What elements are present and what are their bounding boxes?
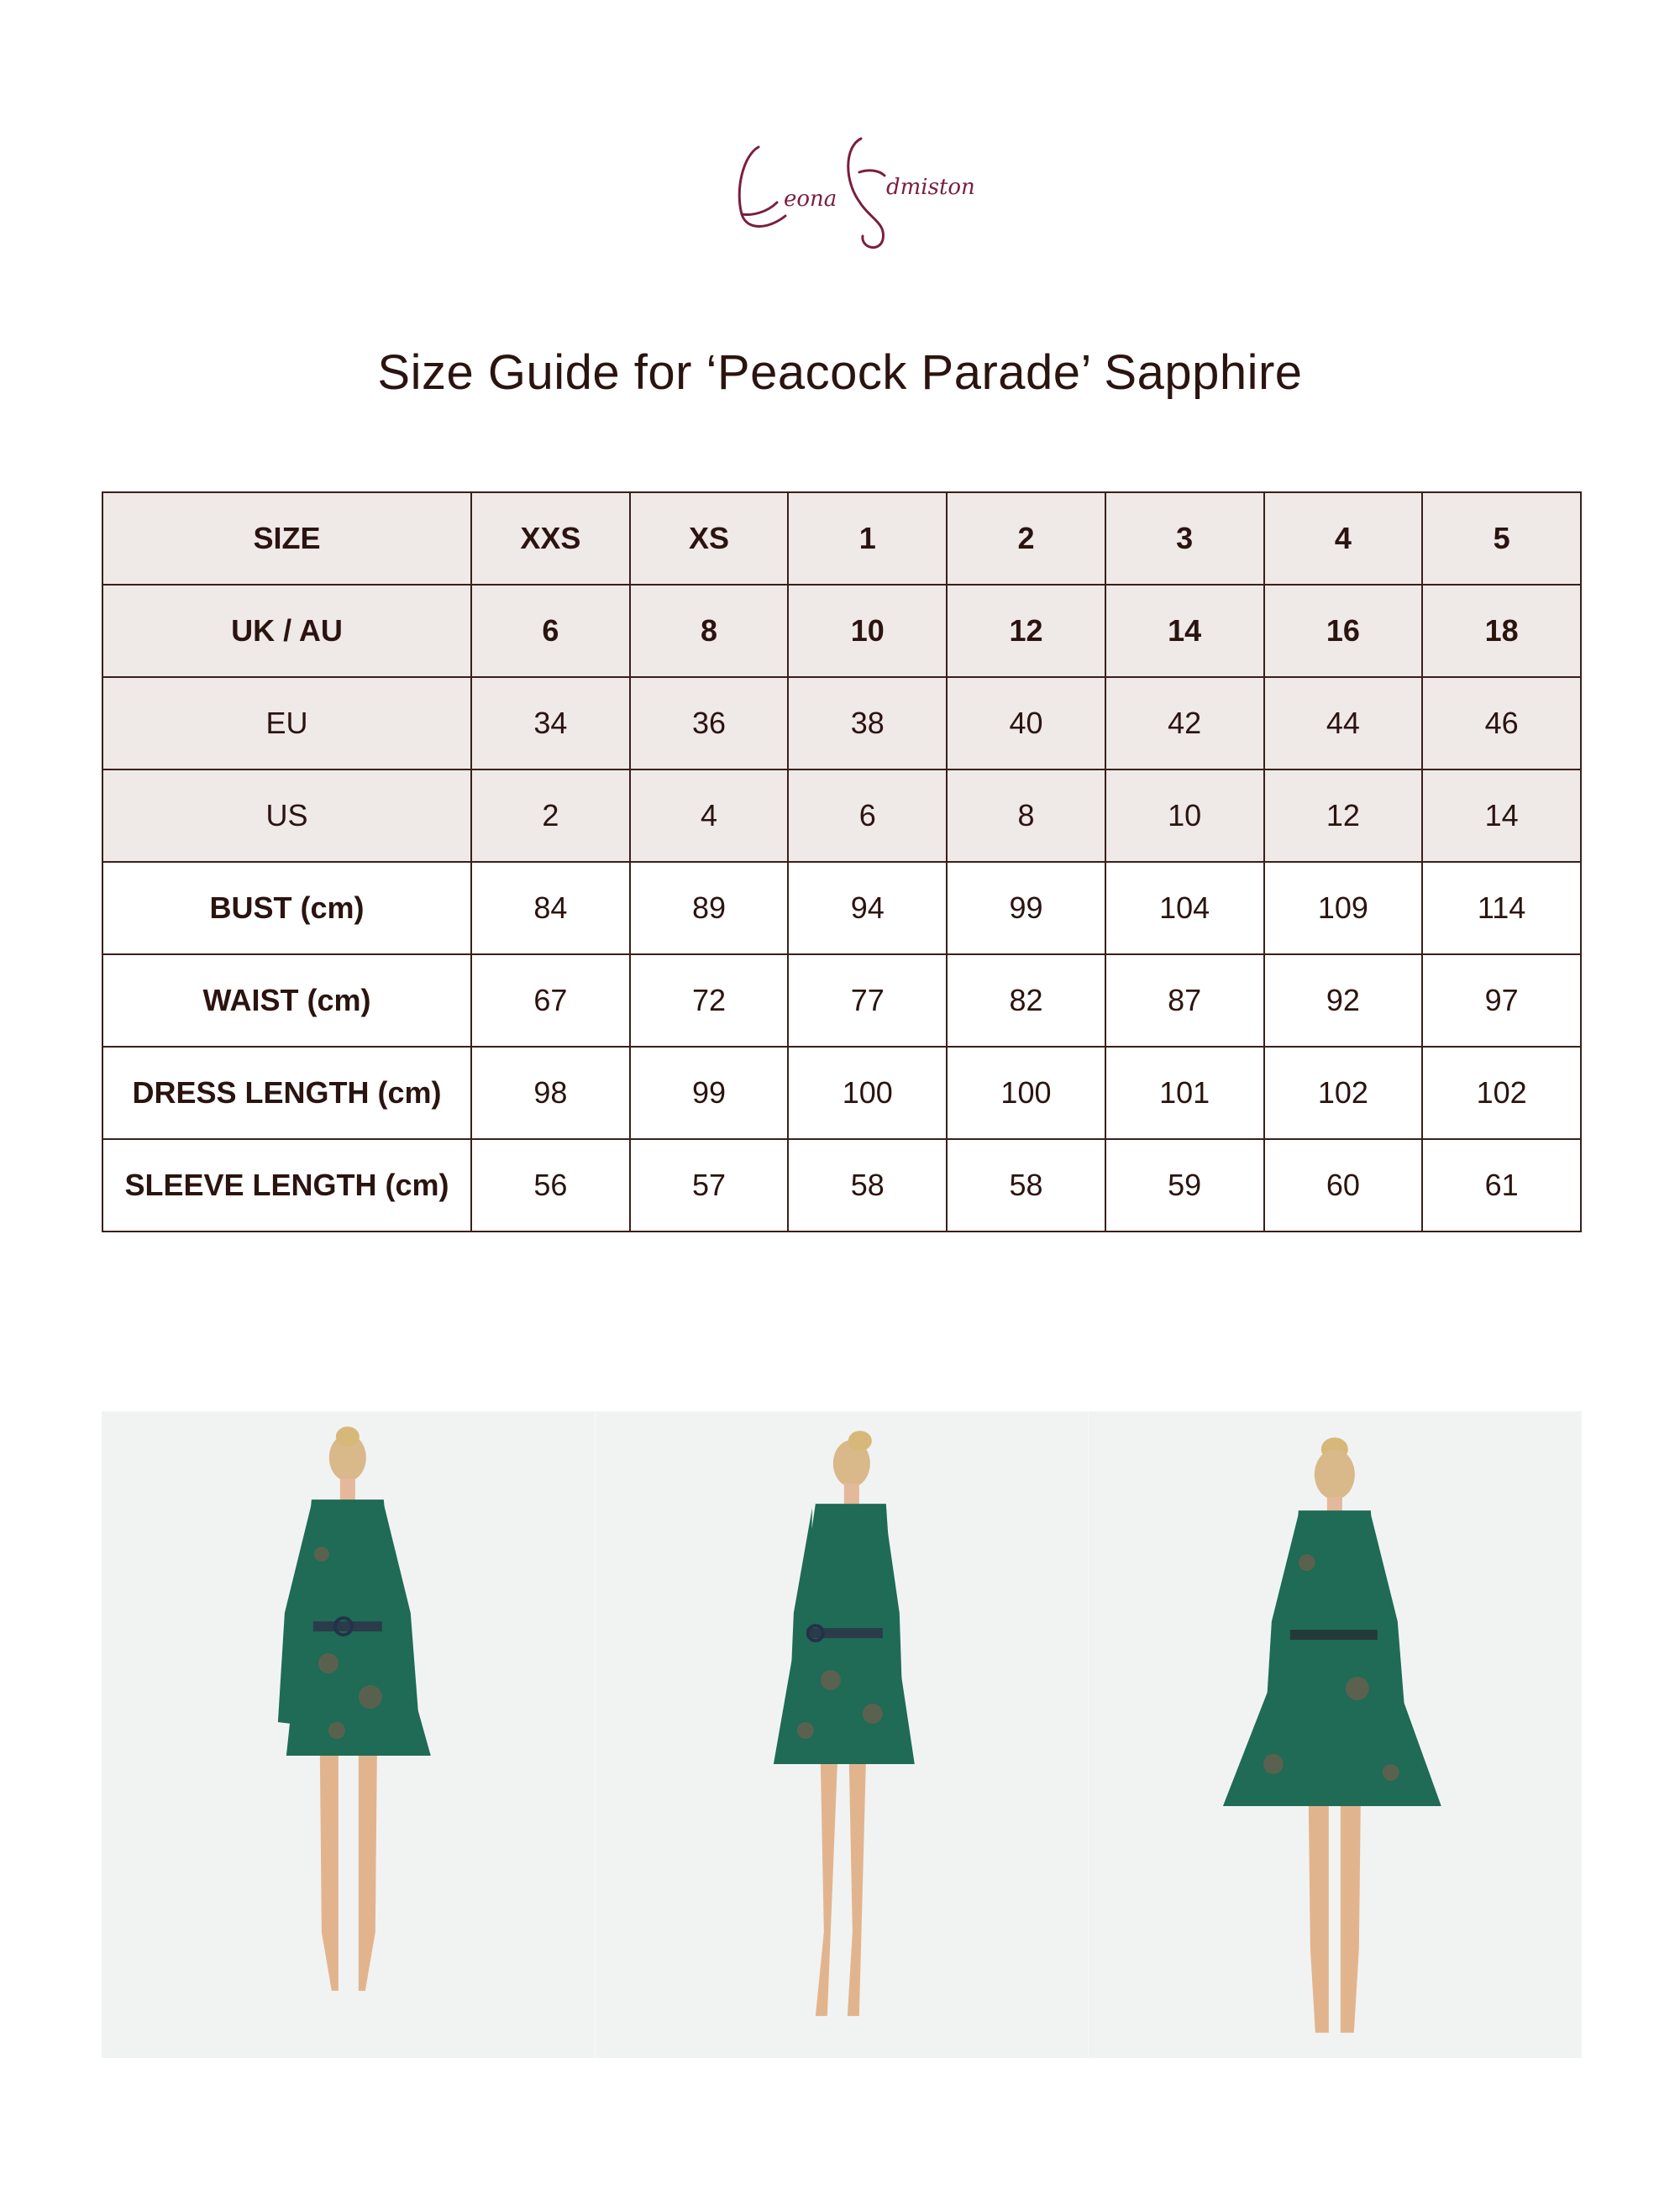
table-cell: 97 bbox=[1422, 954, 1581, 1047]
size-table bbox=[102, 491, 1582, 1232]
table-cell: 6 bbox=[471, 585, 630, 677]
table-cell: 44 bbox=[1264, 677, 1423, 769]
table-cell: 42 bbox=[1105, 677, 1264, 769]
photo-back bbox=[1089, 1411, 1582, 2058]
table-cell: 8 bbox=[947, 769, 1105, 862]
table-cell: 72 bbox=[630, 954, 789, 1047]
table-cell: 2 bbox=[947, 492, 1105, 585]
table-cell: 94 bbox=[788, 862, 947, 954]
table-cell: 56 bbox=[471, 1139, 630, 1232]
table-cell: 61 bbox=[1422, 1139, 1581, 1232]
table-cell: 92 bbox=[1264, 954, 1423, 1047]
table-cell: 89 bbox=[630, 862, 789, 954]
photo-side bbox=[596, 1411, 1089, 2058]
page-title: Size Guide for ‘Peacock Parade’ Sapphire bbox=[377, 345, 1303, 400]
table-cell: 87 bbox=[1105, 954, 1264, 1047]
table-cell: 60 bbox=[1264, 1139, 1423, 1232]
row-label: DRESS LENGTH (cm) bbox=[102, 1047, 471, 1139]
table-cell: 46 bbox=[1422, 677, 1581, 769]
table-cell: 34 bbox=[471, 677, 630, 769]
table-cell: 16 bbox=[1264, 585, 1423, 677]
table-cell: 5 bbox=[1422, 492, 1581, 585]
table-cell: 59 bbox=[1105, 1139, 1264, 1232]
logo-signature-icon bbox=[718, 122, 975, 256]
table-row bbox=[102, 585, 1581, 677]
table-cell: XXS bbox=[471, 492, 630, 585]
table-cell: 109 bbox=[1264, 862, 1423, 954]
model-side-image bbox=[596, 1411, 1089, 2058]
table-row bbox=[102, 769, 1581, 862]
table-cell: 36 bbox=[630, 677, 789, 769]
table-cell: 4 bbox=[1264, 492, 1423, 585]
table-cell: 1 bbox=[788, 492, 947, 585]
row-label: WAIST (cm) bbox=[102, 954, 471, 1047]
brand-logo bbox=[718, 122, 975, 256]
table-cell: 100 bbox=[788, 1047, 947, 1139]
photo-front bbox=[102, 1411, 596, 2058]
row-label: US bbox=[102, 769, 471, 862]
table-cell: 58 bbox=[788, 1139, 947, 1232]
svg-text:eona: eona bbox=[784, 186, 837, 212]
model-front-image bbox=[102, 1411, 595, 2058]
table-cell: 3 bbox=[1105, 492, 1264, 585]
table-cell: XS bbox=[630, 492, 789, 585]
table-row bbox=[102, 1139, 1581, 1232]
table-cell: 58 bbox=[947, 1139, 1105, 1232]
table-row bbox=[102, 862, 1581, 954]
row-label: SIZE bbox=[102, 492, 471, 585]
row-label: UK / AU bbox=[102, 585, 471, 677]
table-cell: 98 bbox=[471, 1047, 630, 1139]
table-cell: 2 bbox=[471, 769, 630, 862]
table-cell: 38 bbox=[788, 677, 947, 769]
model-back-image bbox=[1089, 1411, 1582, 2058]
table-cell: 14 bbox=[1105, 585, 1264, 677]
table-cell: 14 bbox=[1422, 769, 1581, 862]
table-cell: 12 bbox=[1264, 769, 1423, 862]
table-cell: 40 bbox=[947, 677, 1105, 769]
table-cell: 77 bbox=[788, 954, 947, 1047]
table-cell: 67 bbox=[471, 954, 630, 1047]
table-row bbox=[102, 954, 1581, 1047]
table-cell: 18 bbox=[1422, 585, 1581, 677]
table-cell: 102 bbox=[1422, 1047, 1581, 1139]
table-cell: 6 bbox=[788, 769, 947, 862]
table-row bbox=[102, 677, 1581, 769]
table-cell: 100 bbox=[947, 1047, 1105, 1139]
table-cell: 114 bbox=[1422, 862, 1581, 954]
table-cell: 102 bbox=[1264, 1047, 1423, 1139]
table-cell: 101 bbox=[1105, 1047, 1264, 1139]
row-label: SLEEVE LENGTH (cm) bbox=[102, 1139, 471, 1232]
table-cell: 99 bbox=[630, 1047, 789, 1139]
table-cell: 57 bbox=[630, 1139, 789, 1232]
table-cell: 4 bbox=[630, 769, 789, 862]
table-cell: 104 bbox=[1105, 862, 1264, 954]
svg-text:dmiston: dmiston bbox=[886, 175, 975, 200]
row-label: EU bbox=[102, 677, 471, 769]
table-row bbox=[102, 492, 1581, 585]
product-photos bbox=[102, 1411, 1582, 2058]
table-cell: 8 bbox=[630, 585, 789, 677]
table-cell: 99 bbox=[947, 862, 1105, 954]
table-cell: 82 bbox=[947, 954, 1105, 1047]
table-cell: 84 bbox=[471, 862, 630, 954]
table-cell: 12 bbox=[947, 585, 1105, 677]
row-label: BUST (cm) bbox=[102, 862, 471, 954]
table-cell: 10 bbox=[788, 585, 947, 677]
table-cell: 10 bbox=[1105, 769, 1264, 862]
table-row bbox=[102, 1047, 1581, 1139]
